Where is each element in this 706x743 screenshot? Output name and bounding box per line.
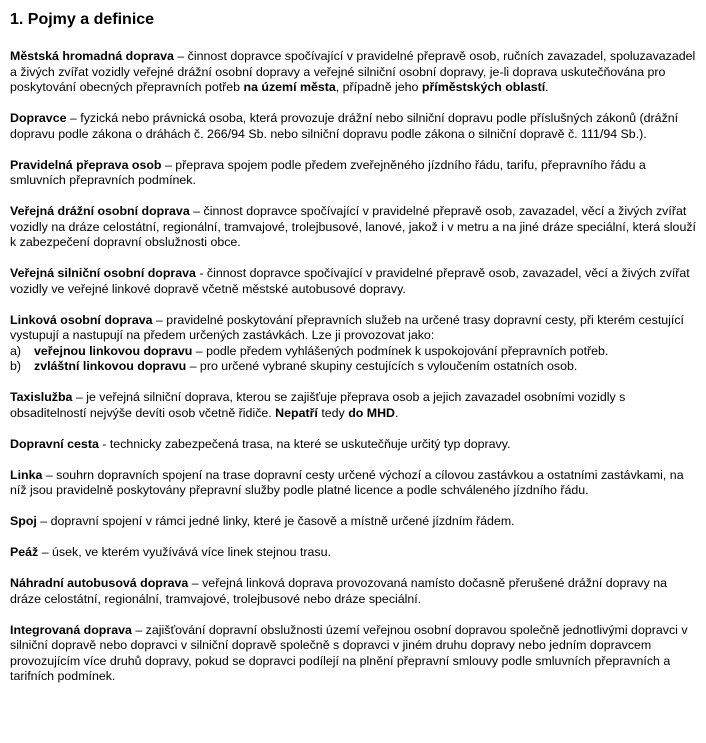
definition-body: – souhrn dopravních spojení na trase dopravní cesty určené výchozí a cílovou zastávkou a ostatními zastávkami, na níž jsou pravidelně poskytovány přepravní služby podle platné licence a podle schváleného jízdního řádu. [10, 467, 684, 497]
definition-term: Taxislužba [10, 390, 73, 404]
definition-body: – je veřejná silniční doprava, kterou se zajišťuje přeprava osob a jejich zavazadel osobními vozidly s obsaditelností nejvýše devíti osob včetně řidiče. [10, 390, 626, 420]
definition-term: Dopravní cesta [10, 436, 99, 451]
section-heading: 1. Pojmy a definice [10, 11, 155, 28]
definition-body: - činnost dopravce spočívající v pravidelné přepravě osob, zavazadel, věcí a živých zvířat vozidly ve veřejné linkové dopravě včetně městské autobusové dopravy. [10, 266, 690, 296]
definition-body: – činnost dopravce spočívající v pravidelné přepravě osob, ručních zavazadel, spoluzavazadel a živých zvířat vozidly veřejné drážní osobní dopravy a veřejné silniční osobní dopravy, je-li doprava uskutečňována pro poskytování obecných přepravních potřeb [10, 49, 696, 94]
definition-text [10, 623, 696, 685]
definition-body: – dopravní spojení v rámci jedné linky, které je časově a místně určené jízdním řádem. [36, 514, 515, 528]
definition-text [10, 49, 696, 96]
definition-body: tedy [317, 405, 349, 420]
definition-text [10, 468, 696, 499]
definition-term: Spoj [10, 514, 37, 528]
definition-term: Integrovaná doprava [10, 622, 132, 637]
definition-body: . [395, 405, 399, 420]
emphasis: na území města [243, 80, 336, 94]
emphasis: veřejnou linkovou dopravu [34, 343, 193, 358]
definition-term: Náhradní autobusová doprava [10, 576, 189, 590]
definition-pravidelna-preprava [10, 158, 696, 189]
emphasis: zvláštní linkovou dopravu [34, 359, 187, 373]
definition-term: Pravidelná přeprava osob [10, 157, 162, 172]
definition-term: Peáž [10, 545, 39, 559]
list-marker: b) [10, 359, 22, 373]
definition-term: Veřejná silniční osobní doprava [10, 266, 196, 280]
definition-text [10, 437, 696, 453]
definition-text [10, 266, 696, 297]
definition-body: , případně jeho [335, 80, 422, 94]
definition-body: – pravidelné poskytování přepravních služeb na určené trasy dopravní cesty, při kterém cestující vystupují a nastupují na předem určených zastávkách. Lze ji provozovat jako: [10, 312, 684, 342]
definition-linka [10, 468, 696, 499]
list-item [10, 359, 696, 375]
definition-body: - technicky zabezpečená trasa, na které se uskutečňuje určitý typ dopravy. [98, 436, 511, 451]
definition-term: Veřejná drážní osobní doprava [10, 204, 190, 218]
definition-taxisluzba [10, 390, 696, 421]
definition-text [10, 514, 696, 530]
definition-term: Linková osobní doprava [10, 312, 153, 327]
definition-body: . [545, 80, 549, 94]
definition-drazni-doprava [10, 204, 696, 251]
definition-text [10, 390, 696, 421]
emphasis: příměstských oblastí [421, 80, 546, 94]
definition-dopravce [10, 111, 696, 142]
definition-mhd [10, 49, 696, 96]
definition-peaz [10, 545, 696, 561]
emphasis: do MHD [348, 405, 395, 420]
definition-body: – fyzická nebo právnická osoba, která provozuje drážní nebo silniční dopravu podle příslušných zákonů (drážní dopravu podle zákona o dráhách č. 266/94 Sb. nebo silniční dopravu podle zákona o silniční dopravě č. 111/94 Sb.). [10, 111, 679, 141]
definition-body: – přeprava spojem podle předem zveřejněného jízdního řádu, tarifu, přepravního řádu a smluvních přepravních podmínek. [10, 157, 646, 187]
definition-text [10, 576, 696, 607]
definition-text [10, 158, 696, 189]
list-item-text [34, 359, 577, 375]
definition-term: Linka [10, 467, 43, 482]
definition-body: – zajišťování dopravní obslužnosti území veřejnou osobní dopravou společně jednotlivými dopravci v silniční dopravě nebo dopravci v silniční dopravě společně s dopravci v jiném druhu dopravy nebo jedním dopravcem provozujícím více druhů dopravy, pokud se dopravci podílejí na plnění přepravní smlouvy podle smluvních přepravních a tarifních podmínek. [10, 622, 688, 683]
list-item-body: – pro určené vybrané skupiny cestujících s vyloučením ostatních osob. [186, 359, 578, 373]
list-marker: a) [10, 343, 22, 358]
definition-silnicni-doprava [10, 266, 696, 297]
definition-integrovana-doprava [10, 623, 696, 685]
definition-term: Dopravce [10, 111, 67, 125]
definition-body: – činnost dopravce spočívající v pravidelné přepravě osob, zavazadel, věcí a živých zvířat vozidly na dráze celostátní, regionální, tramvajové, trolejbusové, lanové, jakož i v metru a na jiné dráze speciální, která slouží k zabezpečení dopravní obslužnosti obce. [10, 204, 696, 249]
definition-text [10, 204, 696, 251]
definition-nahradni-doprava [10, 576, 696, 607]
definition-linkova-doprava [10, 313, 696, 375]
definition-text [10, 313, 696, 344]
definition-body: – veřejná linková doprava provozovaná namísto dočasně přerušené drážní dopravy na dráze celostátní, regionální, tramvajové, trolejbusové nebo dráze speciální. [10, 576, 668, 606]
definition-term: Městská hromadná doprava [10, 49, 174, 63]
list-item [10, 344, 696, 360]
list-item-text [34, 344, 608, 360]
definition-dopravni-cesta [10, 437, 696, 453]
definition-text [10, 111, 696, 142]
definition-body: – úsek, ve kterém využívává více linek stejnou trasu. [38, 545, 331, 559]
definition-text [10, 545, 696, 561]
emphasis: Nepatří [275, 405, 318, 420]
definition-spoj [10, 514, 696, 530]
list-item-body: – podle předem vyhlášených podmínek k uspokojování přepravních potřeb. [192, 343, 609, 358]
